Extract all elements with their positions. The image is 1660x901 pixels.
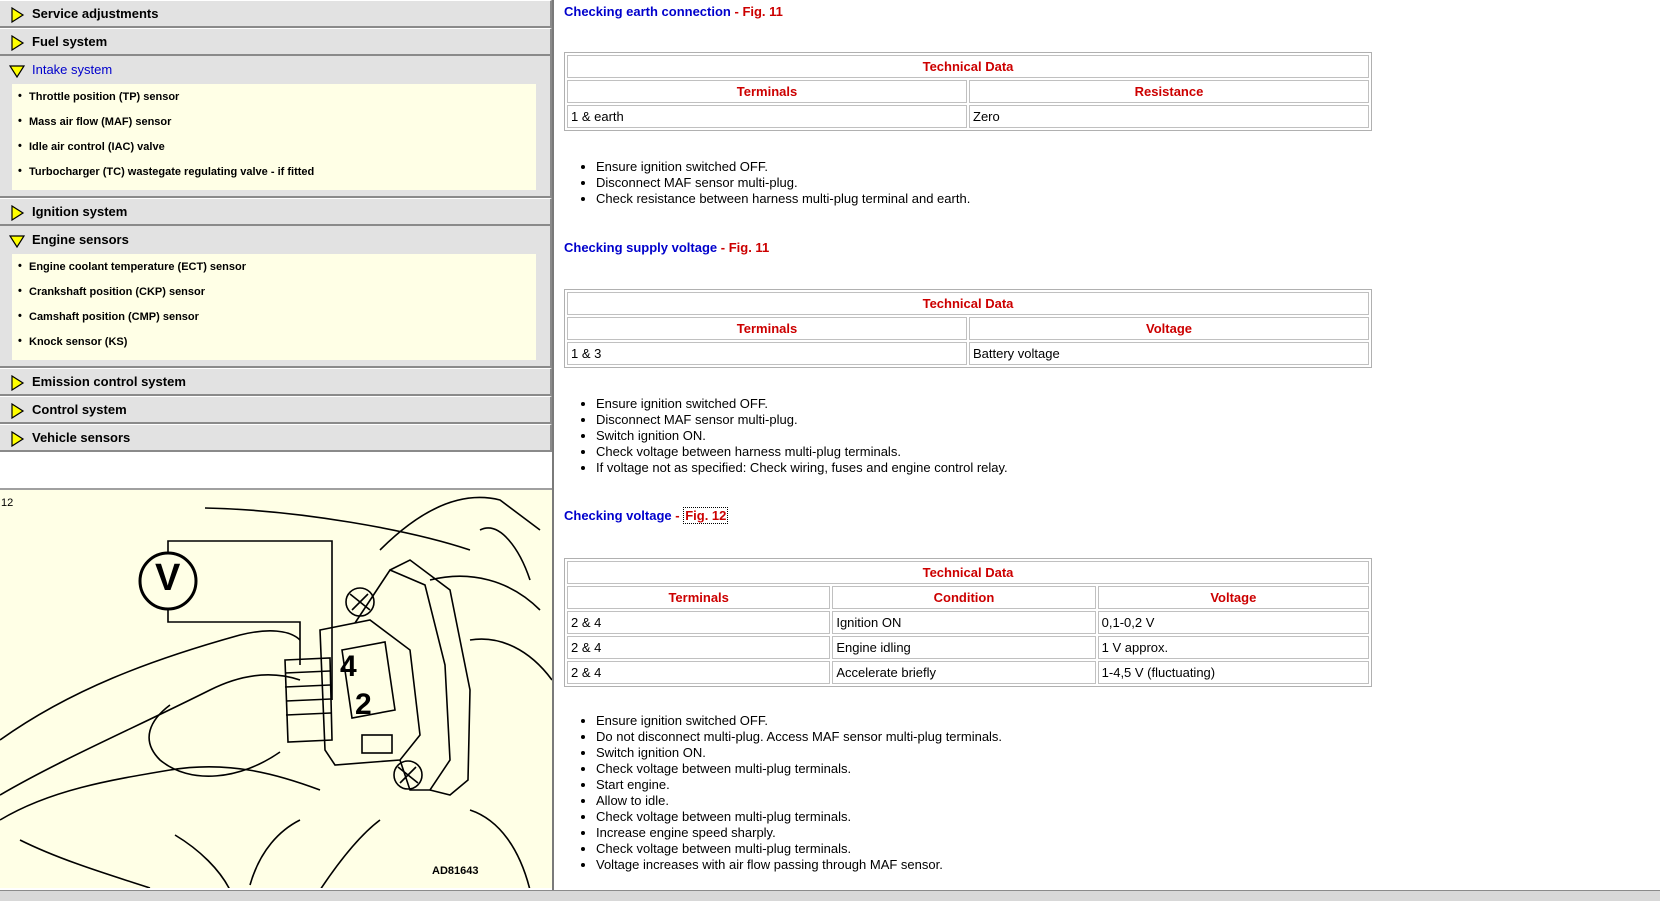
subitem-tp-sensor[interactable]: [12, 86, 536, 111]
bullet-icon: •: [18, 165, 22, 177]
expand-arrow-icon: [9, 205, 25, 221]
list-item: • Check voltage between multi-plug terminals.: [596, 809, 1002, 825]
list-item: • Disconnect MAF sensor multi-plug.: [596, 175, 970, 191]
list-item: • Check voltage between multi-plug terminals.: [596, 761, 1002, 777]
table-cell: 2 & 4: [567, 636, 830, 659]
nav-item-label: Intake system: [32, 62, 113, 77]
nav-group-engine-sensors: [0, 226, 552, 368]
list-item: • Do not disconnect multi-plug. Access MAF sensor multi-plug terminals.: [596, 729, 1002, 745]
content-area: [562, 0, 1612, 890]
nav-item-vehicle-sensors[interactable]: [0, 424, 552, 452]
bullet-icon: •: [18, 310, 22, 322]
list-item: • Increase engine speed sharply.: [596, 825, 1002, 841]
table-cell: 2 & 4: [567, 611, 830, 634]
column-header: Terminals: [567, 80, 967, 103]
list-item: • If voltage not as specified: Check wiring, fuses and engine control relay.: [596, 460, 1008, 476]
nav-item-label: Engine sensors: [32, 232, 129, 247]
table-row: [567, 342, 1369, 365]
expand-arrow-icon: [9, 403, 25, 419]
list-item: • Ensure ignition switched OFF.: [596, 159, 970, 175]
table-row: [567, 105, 1369, 128]
terminal-label-4: 4: [340, 650, 357, 683]
subitem-cmp-sensor[interactable]: [12, 306, 536, 331]
figure-code: AD81643: [432, 865, 479, 877]
nav-panel: [0, 0, 552, 488]
table-row: [567, 611, 1369, 634]
table-cell: 2 & 4: [567, 661, 830, 684]
list-item: • Ensure ignition switched OFF.: [596, 713, 1002, 729]
expand-arrow-icon: [9, 7, 25, 23]
list-item: • Start engine.: [596, 777, 1002, 793]
subitem-knock-sensor[interactable]: [12, 331, 536, 356]
subitem-label: Mass air flow (MAF) sensor: [29, 116, 172, 128]
list-item: • Voltage increases with air flow passing through MAF sensor.: [596, 857, 1002, 873]
subitem-label: Idle air control (IAC) valve: [29, 141, 165, 153]
subitem-label: Turbocharger (TC) wastegate regulating valve - if fitted: [29, 166, 315, 178]
subitem-label: Knock sensor (KS): [29, 336, 128, 348]
subitem-ckp-sensor[interactable]: [12, 281, 536, 306]
nav-group-intake-system: [0, 56, 552, 198]
table-title: Technical Data: [567, 292, 1369, 315]
table-cell: Engine idling: [832, 636, 1095, 659]
subitem-ect-sensor[interactable]: [12, 256, 536, 281]
nav-item-ignition-system[interactable]: [0, 198, 552, 226]
expand-arrow-icon: [9, 35, 25, 51]
subitem-list: [12, 254, 536, 360]
table-row: [567, 661, 1369, 684]
table-cell: 1 & 3: [567, 342, 967, 365]
nav-item-label: Fuel system: [32, 34, 108, 49]
figure-number: 12: [1, 497, 14, 509]
table-cell: 0,1-0,2 V: [1098, 611, 1369, 634]
collapse-arrow-icon: [9, 233, 25, 249]
subitem-label: Engine coolant temperature (ECT) sensor: [29, 261, 246, 273]
subitem-list: [12, 84, 536, 190]
subitem-iac-valve[interactable]: [12, 136, 536, 161]
table-cell: Battery voltage: [969, 342, 1369, 365]
table-cell: Ignition ON: [832, 611, 1095, 634]
table-cell: Accelerate briefly: [832, 661, 1095, 684]
panel-divider[interactable]: [552, 0, 554, 890]
column-header: Terminals: [567, 586, 830, 609]
list-item: • Check resistance between harness multi-plug terminal and earth.: [596, 191, 970, 207]
table-cell: Zero: [969, 105, 1369, 128]
table-cell: 1 & earth: [567, 105, 967, 128]
nav-item-label: Ignition system: [32, 204, 128, 219]
heading-separator: -: [730, 4, 743, 19]
column-header: Terminals: [567, 317, 967, 340]
expand-arrow-icon: [9, 431, 25, 447]
heading-separator: -: [671, 508, 684, 523]
subitem-tc-wastegate-valve[interactable]: [12, 161, 536, 186]
technical-data-table-supply: [564, 289, 1372, 368]
section-heading-voltage: [564, 508, 728, 523]
figure-link[interactable]: Fig. 11: [742, 4, 783, 19]
list-item: • Disconnect MAF sensor multi-plug.: [596, 412, 1008, 428]
nav-item-emission-control-system[interactable]: [0, 368, 552, 396]
status-bar: [0, 890, 1660, 901]
list-item: • Check voltage between multi-plug terminals.: [596, 841, 1002, 857]
column-header: Voltage: [969, 317, 1369, 340]
voltmeter-symbol: V: [155, 557, 181, 599]
section-title: Checking voltage: [564, 508, 672, 523]
section-title: Checking supply voltage: [564, 240, 718, 255]
section-heading-supply-voltage: [564, 240, 769, 255]
bullet-icon: •: [18, 115, 22, 127]
column-header: Condition: [832, 586, 1095, 609]
list-item: • Switch ignition ON.: [596, 745, 1002, 761]
heading-separator: -: [717, 240, 729, 255]
nav-item-label: Emission control system: [32, 374, 186, 389]
nav-item-fuel-system[interactable]: [0, 28, 552, 56]
technical-data-table-earth: [564, 52, 1372, 131]
expand-arrow-icon: [9, 375, 25, 391]
procedure-steps-supply: [562, 396, 1008, 476]
subitem-label: Crankshaft position (CKP) sensor: [29, 286, 206, 298]
bullet-icon: •: [18, 90, 22, 102]
figure-panel: [0, 488, 552, 888]
subitem-label: Throttle position (TP) sensor: [29, 91, 180, 103]
list-item: • Check voltage between harness multi-plug terminals.: [596, 444, 1008, 460]
table-cell: 1 V approx.: [1098, 636, 1369, 659]
bullet-icon: •: [18, 285, 22, 297]
list-item: • Ensure ignition switched OFF.: [596, 396, 1008, 412]
column-header: Voltage: [1098, 586, 1369, 609]
bullet-icon: •: [18, 335, 22, 347]
technical-data-table-voltage: [564, 558, 1372, 687]
nav-item-label: Control system: [32, 402, 127, 417]
table-title: Technical Data: [567, 561, 1369, 584]
bullet-icon: •: [18, 140, 22, 152]
nav-item-intake-system[interactable]: [0, 60, 550, 84]
procedure-steps-voltage: [562, 713, 1002, 873]
figure-link[interactable]: Fig. 12: [685, 508, 727, 523]
figure-link[interactable]: Fig. 11: [728, 240, 770, 255]
section-title: Checking earth connection: [564, 4, 731, 19]
bullet-icon: •: [18, 260, 22, 272]
nav-item-engine-sensors[interactable]: [0, 230, 550, 254]
nav-item-control-system[interactable]: [0, 396, 552, 424]
subitem-label: Camshaft position (CMP) sensor: [29, 311, 199, 323]
subitem-maf-sensor[interactable]: [12, 111, 536, 136]
maf-sensor-diagram: [0, 490, 552, 888]
nav-item-label: Vehicle sensors: [32, 430, 131, 445]
list-item: • Allow to idle.: [596, 793, 1002, 809]
column-header: Resistance: [969, 80, 1369, 103]
collapse-arrow-icon: [9, 63, 25, 79]
section-heading-earth-connection: [564, 4, 783, 19]
table-row: [567, 636, 1369, 659]
list-item: • Switch ignition ON.: [596, 428, 1008, 444]
nav-item-label: Service adjustments: [32, 6, 159, 21]
nav-item-service-adjustments[interactable]: [0, 0, 552, 28]
table-title: Technical Data: [567, 55, 1369, 78]
table-cell: 1-4,5 V (fluctuating): [1098, 661, 1369, 684]
terminal-label-2: 2: [355, 688, 372, 721]
procedure-steps-earth: [562, 159, 970, 207]
